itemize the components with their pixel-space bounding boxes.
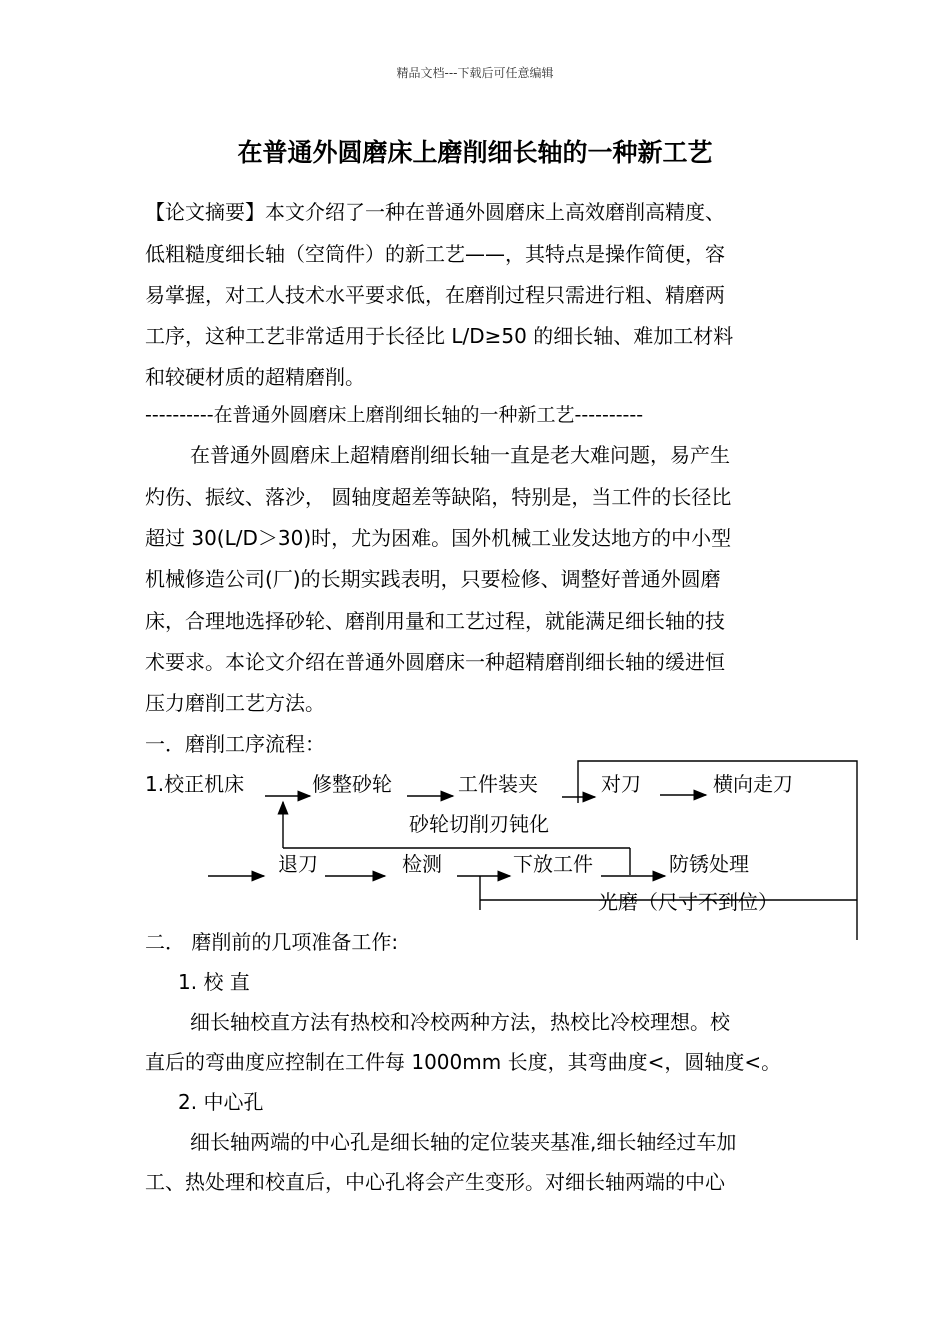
flow-loop-label: 光磨（尺寸不到位） (598, 890, 778, 914)
subsection-heading: 1. 校 直 (178, 970, 250, 994)
abstract-line: 【论文摘要】本文介绍了一种在普通外圆磨床上高效磨削高精度、 (145, 200, 725, 224)
abstract-line: 低粗糙度细长轴（空筒件）的新工艺——，其特点是操作简便，容 (145, 242, 725, 266)
body-line: 直后的弯曲度应控制在工件每 1000mm 长度，其弯曲度<，圆轴度<。 (145, 1050, 782, 1074)
intro-line: 在普通外圆磨床上超精磨削细长轴一直是老大难问题，易产生 (190, 443, 730, 467)
flow-step: 防锈处理 (669, 852, 749, 876)
flow-step: 修整砂轮 (312, 772, 392, 796)
intro-line: 机械修造公司(厂)的长期实践表明，只要检修、调整好普通外圆磨 (145, 567, 721, 591)
flow-step: 1.校正机床 (145, 772, 245, 796)
abstract-line: 工序，这种工艺非常适用于长径比 L/D≥50 的细长轴、难加工材料 (145, 324, 734, 348)
flow-step: 横向走刀 (713, 772, 793, 796)
flow-step: 下放工件 (513, 852, 593, 876)
abstract-line: 易掌握，对工人技术水平要求低，在磨削过程只需进行粗、精磨两 (145, 283, 725, 307)
body-line: 工、热处理和校直后，中心孔将会产生变形。对细长轴两端的中心 (145, 1170, 725, 1194)
abstract-line: 和较硬材质的超精磨削。 (145, 365, 365, 389)
section-heading-1: 一．磨削工序流程： (145, 732, 325, 756)
flow-loop-label: 砂轮切削刃钝化 (409, 812, 549, 836)
intro-line: 术要求。本论文介绍在普通外圆磨床一种超精磨削细长轴的缓进恒 (145, 650, 725, 674)
flow-step: 对刀 (601, 772, 641, 796)
flow-step: 检测 (402, 852, 442, 876)
separator-line: ----------在普通外圆磨床上磨削细长轴的一种新工艺---------- (145, 404, 644, 426)
section-heading-2: 二． 磨削前的几项准备工作: (145, 930, 399, 954)
intro-line: 超过 30(L/D＞30)时，尤为困难。国外机械工业发达地方的中小型 (145, 526, 732, 550)
flow-step: 退刀 (278, 852, 318, 876)
page-header: 精品文档---下载后可任意编辑 (396, 66, 554, 80)
document-title: 在普通外圆磨床上磨削细长轴的一种新工艺 (237, 138, 713, 167)
intro-line: 压力磨削工艺方法。 (145, 691, 325, 715)
subsection-heading: 2. 中心孔 (178, 1090, 264, 1114)
body-line: 细长轴两端的中心孔是细长轴的定位装夹基准,细长轴经过车加 (190, 1130, 737, 1154)
intro-line: 床，合理地选择砂轮、磨削用量和工艺过程，就能满足细长轴的技 (145, 609, 725, 633)
intro-line: 灼伤、振纹、落沙， 圆轴度超差等缺陷，特别是，当工件的长径比 (145, 485, 732, 509)
flow-step: 工件装夹 (458, 772, 538, 796)
body-line: 细长轴校直方法有热校和冷校两种方法，热校比冷校理想。校 (190, 1010, 730, 1034)
